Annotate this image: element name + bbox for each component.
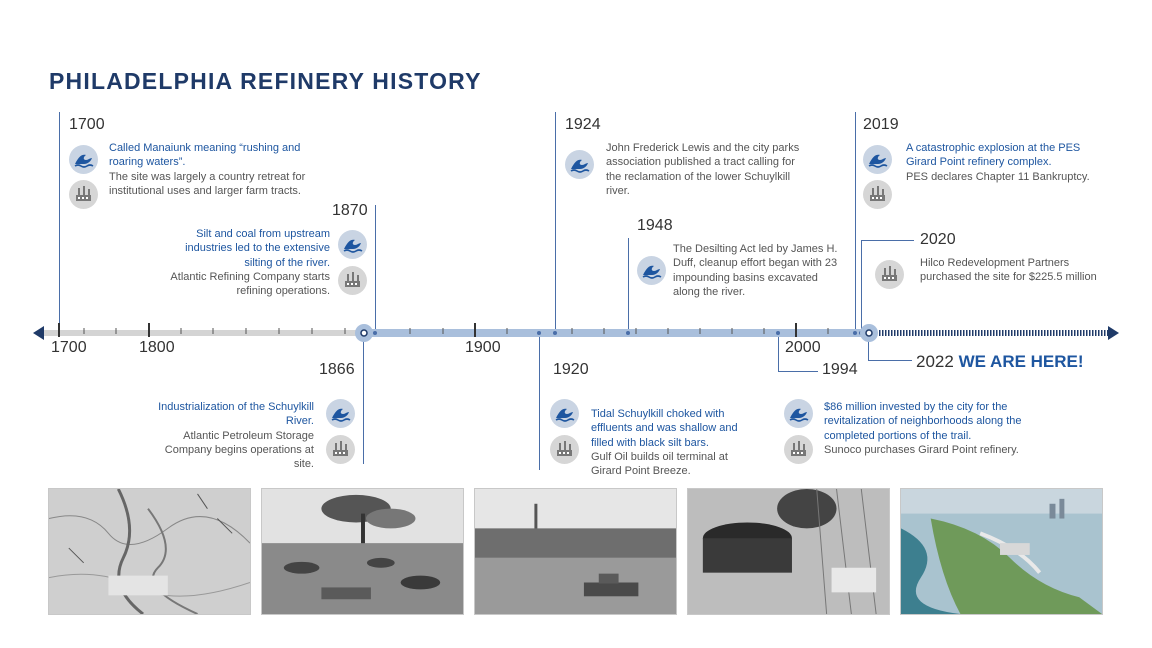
water-wave-icon bbox=[550, 399, 579, 428]
year-1866: 1866 bbox=[319, 361, 355, 378]
water-wave-icon bbox=[69, 145, 98, 174]
water-wave-icon bbox=[784, 399, 813, 428]
year-1924: 1924 bbox=[565, 116, 601, 133]
connector-1920 bbox=[539, 334, 540, 470]
event-1948-detail: The Desilting Act led by James H. Duff, cleanup effort began with 23 impounding basins excavated along the river. bbox=[673, 243, 838, 298]
connector-2022-elbow bbox=[868, 360, 912, 361]
year-1920: 1920 bbox=[553, 361, 589, 378]
refinery-factory-icon bbox=[69, 180, 98, 209]
event-1924-text bbox=[606, 141, 806, 198]
event-1994-detail: Sunoco purchases Girard Point refinery. bbox=[824, 443, 1019, 456]
water-wave-icon bbox=[326, 399, 355, 428]
event-1700-detail: The site was largely a country retreat for institutional uses and larger farm tracts. bbox=[109, 170, 306, 197]
event-1870-detail: Atlantic Refining Company starts refining operations. bbox=[170, 270, 330, 298]
we-are-here-label: WE ARE HERE! bbox=[958, 352, 1084, 371]
photo-refinery-1870s bbox=[261, 488, 464, 615]
event-1994-text bbox=[824, 400, 1024, 457]
event-1866-highlight: Industrialization of the Schuylkill River. bbox=[158, 401, 314, 428]
refinery-factory-icon bbox=[784, 435, 813, 464]
page-title: PHILADELPHIA REFINERY HISTORY bbox=[49, 68, 482, 94]
year-2019: 2019 bbox=[863, 116, 899, 133]
refinery-factory-icon bbox=[863, 180, 892, 209]
photo-explosion-2019 bbox=[687, 488, 890, 615]
event-1700-highlight: Called Manaiunk meaning “rushing and roaring waters”. bbox=[109, 142, 301, 169]
current-year-marker bbox=[916, 352, 1084, 372]
event-1870-text bbox=[165, 227, 330, 298]
year-1948: 1948 bbox=[637, 217, 673, 234]
event-1948-text bbox=[673, 242, 845, 299]
event-1700-text bbox=[109, 141, 309, 198]
axis-track-blue bbox=[364, 329, 869, 337]
refinery-factory-icon bbox=[550, 435, 579, 464]
refinery-factory-icon bbox=[338, 266, 367, 295]
water-wave-icon bbox=[637, 256, 666, 285]
connector-2019 bbox=[855, 112, 856, 334]
event-2020-detail: Hilco Redevelopment Partners purchased the site for $225.5 million bbox=[920, 257, 1097, 284]
axis-label-2000: 2000 bbox=[785, 339, 821, 356]
event-2019-detail: PES declares Chapter 11 Bankruptcy. bbox=[906, 170, 1090, 183]
axis-track-gray bbox=[44, 330, 364, 336]
photo-historic-map bbox=[48, 488, 251, 615]
connector-1700 bbox=[59, 112, 60, 334]
axis-label-1900: 1900 bbox=[465, 339, 501, 356]
year-1994: 1994 bbox=[822, 361, 858, 378]
connector-1994-elbow bbox=[778, 371, 818, 372]
event-1920-detail: Gulf Oil builds oil terminal at Girard Point Breeze. bbox=[591, 450, 728, 478]
photo-river-1920s bbox=[474, 488, 677, 615]
event-1866-detail: Atlantic Petroleum Storage Company begins operations at site. bbox=[164, 429, 314, 471]
year-1700: 1700 bbox=[69, 116, 105, 133]
connector-1866 bbox=[363, 334, 364, 464]
event-1870-highlight: Silt and coal from upstream industries led to the extensive silting of the river. bbox=[185, 228, 330, 269]
connector-1870 bbox=[375, 205, 376, 334]
axis-label-1700: 1700 bbox=[51, 339, 87, 356]
event-1866-text bbox=[150, 400, 314, 471]
water-wave-icon bbox=[338, 230, 367, 259]
event-1920-text bbox=[591, 407, 741, 478]
event-1920-highlight: Tidal Schuylkill choked with effluents and was shallow and filled with black silt bars. bbox=[591, 408, 738, 449]
axis-left-arrow bbox=[33, 326, 44, 340]
axis-label-1800: 1800 bbox=[139, 339, 175, 356]
connector-1924 bbox=[555, 112, 556, 334]
axis-right-arrow bbox=[1108, 326, 1119, 340]
year-2020: 2020 bbox=[920, 231, 956, 248]
refinery-factory-icon bbox=[326, 435, 355, 464]
event-2020-text bbox=[920, 256, 1110, 285]
connector-2020-elbow bbox=[862, 240, 914, 241]
current-year: 2022 bbox=[916, 352, 954, 371]
photo-redevelopment-rendering bbox=[900, 488, 1103, 615]
water-wave-icon bbox=[863, 145, 892, 174]
year-1870: 1870 bbox=[332, 202, 368, 219]
water-wave-icon bbox=[565, 150, 594, 179]
event-2019-highlight: A catastrophic explosion at the PES Girard Point refinery complex. bbox=[906, 142, 1081, 169]
event-2019-text bbox=[906, 141, 1091, 184]
event-1994-highlight: $86 million invested by the city for the revitalization of neighborhoods along the completed portions of the trail. bbox=[824, 401, 1022, 442]
event-1924-detail: John Frederick Lewis and the city parks association published a tract calling for the reclamation of the lower Schuylkill river. bbox=[606, 142, 800, 197]
refinery-factory-icon bbox=[875, 260, 904, 289]
